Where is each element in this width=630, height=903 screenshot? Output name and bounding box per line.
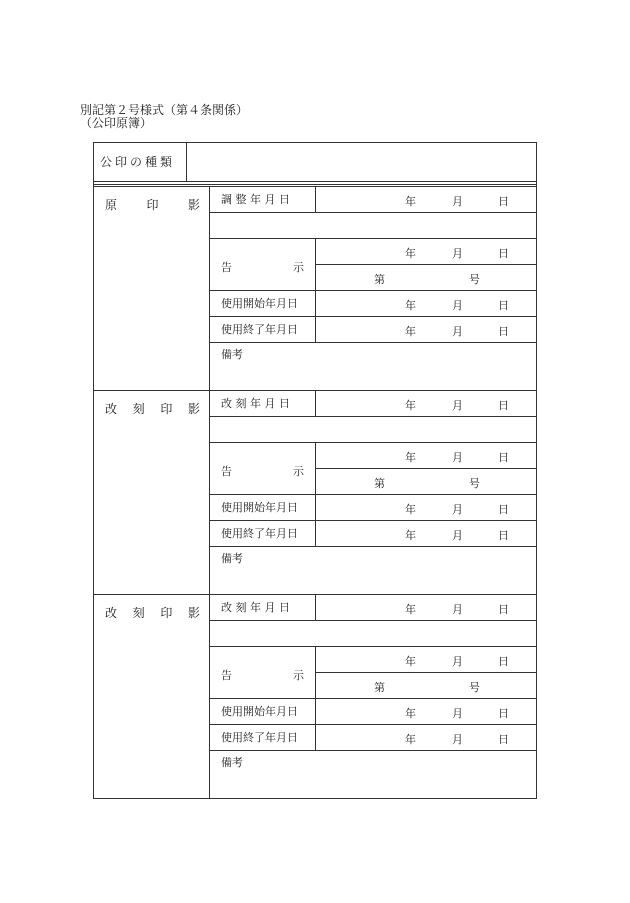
seal-impression-area[interactable] — [94, 391, 210, 594]
row-end-date — [210, 725, 536, 751]
notice-char-2: 示 — [293, 465, 304, 478]
notice-date-field[interactable] — [316, 239, 536, 265]
seal-block-title-char: 印 — [160, 402, 173, 416]
month-mark: 月 — [452, 707, 463, 720]
seal-kind-field[interactable] — [187, 143, 536, 181]
month-mark: 月 — [452, 733, 463, 746]
row-label: 改 刻 年 月 日 — [210, 391, 316, 416]
seal-impression-area[interactable] — [94, 187, 210, 390]
end-date-label: 使用終了年月日 — [210, 725, 316, 750]
remarks-label: 備考 — [221, 552, 243, 565]
year-mark: 年 — [405, 299, 416, 312]
blank — [210, 213, 316, 238]
month-mark: 月 — [452, 247, 463, 260]
end-date-label: 使用終了年月日 — [210, 521, 316, 546]
seal-block-title-char: 印 — [160, 606, 173, 620]
seal-kind-row — [93, 142, 537, 182]
day-mark: 日 — [498, 733, 509, 746]
seal-block-2 — [93, 391, 537, 595]
row-start-date — [210, 291, 536, 317]
month-mark: 月 — [452, 195, 463, 208]
day-mark: 日 — [498, 195, 509, 208]
seal-block-title-char: 刻 — [132, 402, 145, 416]
day-mark: 日 — [498, 451, 509, 464]
day-mark: 日 — [498, 655, 509, 668]
day-mark: 日 — [498, 603, 509, 616]
seal-block-title-char: 印 — [146, 198, 159, 212]
form-header — [80, 104, 248, 130]
year-mark: 年 — [405, 195, 416, 208]
row-label: 改 刻 年 月 日 — [210, 595, 316, 620]
day-mark: 日 — [498, 399, 509, 412]
date-field[interactable] — [316, 187, 536, 212]
year-mark: 年 — [405, 451, 416, 464]
seal-kind-label: 公印の種類 — [94, 143, 187, 181]
month-mark: 月 — [452, 451, 463, 464]
notice-char-1: 告 — [221, 669, 232, 682]
number-prefix: 第 — [374, 273, 385, 286]
row-spacer-date — [210, 213, 536, 239]
number-suffix: 号 — [469, 273, 480, 286]
day-mark: 日 — [498, 707, 509, 720]
end-date-field[interactable] — [316, 521, 536, 546]
month-mark: 月 — [452, 603, 463, 616]
year-mark: 年 — [405, 503, 416, 516]
row-date-primary — [210, 595, 536, 621]
end-date-field[interactable] — [316, 317, 536, 342]
row-spacer-date — [210, 621, 536, 647]
seal-block-title-char: 改 — [105, 606, 118, 620]
seal-block-title-char: 影 — [187, 402, 200, 416]
row-label: 調 整 年 月 日 — [210, 187, 316, 212]
notice-number-field[interactable] — [316, 469, 536, 495]
seal-block-title-char: 影 — [187, 606, 200, 620]
row-date-primary — [210, 187, 536, 213]
blank — [210, 621, 316, 646]
day-mark: 日 — [498, 247, 509, 260]
seal-block-3 — [93, 595, 537, 799]
day-mark: 日 — [498, 503, 509, 516]
year-mark: 年 — [405, 603, 416, 616]
seal-block-title-char: 改 — [105, 402, 118, 416]
seal-block-title — [105, 400, 200, 417]
seal-block-1 — [93, 187, 537, 391]
form-subtitle: （公印原簿） — [80, 116, 153, 130]
start-date-label: 使用開始年月日 — [210, 291, 316, 316]
number-prefix: 第 — [374, 681, 385, 694]
remarks-field[interactable] — [210, 547, 536, 594]
notice-date-field[interactable] — [316, 443, 536, 469]
notice-char-2: 示 — [293, 261, 304, 274]
seal-block-title — [105, 604, 200, 621]
month-mark: 月 — [452, 399, 463, 412]
day-mark: 日 — [498, 529, 509, 542]
notice-label — [210, 443, 316, 495]
seal-impression-area[interactable] — [94, 595, 210, 798]
end-date-label: 使用終了年月日 — [210, 317, 316, 342]
row-start-date — [210, 495, 536, 521]
notice-label — [210, 239, 316, 291]
notice-number-field[interactable] — [316, 265, 536, 291]
start-date-field[interactable] — [316, 291, 536, 316]
row-date-primary — [210, 391, 536, 417]
month-mark: 月 — [452, 503, 463, 516]
notice-date-field[interactable] — [316, 647, 536, 673]
date-field[interactable] — [316, 595, 536, 620]
start-date-field[interactable] — [316, 495, 536, 520]
row-start-date — [210, 699, 536, 725]
number-suffix: 号 — [469, 477, 480, 490]
date-field[interactable] — [316, 391, 536, 416]
notice-char-2: 示 — [293, 669, 304, 682]
notice-number-field[interactable] — [316, 673, 536, 699]
start-date-label: 使用開始年月日 — [210, 699, 316, 724]
remarks-label: 備考 — [221, 348, 243, 361]
seal-block-title-char: 影 — [187, 198, 200, 212]
month-mark: 月 — [452, 299, 463, 312]
seal-block-title — [105, 196, 200, 213]
end-date-field[interactable] — [316, 725, 536, 750]
blank — [210, 417, 316, 442]
month-mark: 月 — [452, 529, 463, 542]
year-mark: 年 — [405, 529, 416, 542]
day-mark: 日 — [498, 325, 509, 338]
seal-blocks — [93, 187, 537, 799]
year-mark: 年 — [405, 707, 416, 720]
seal-block-title-char: 原 — [105, 198, 118, 212]
year-mark: 年 — [405, 399, 416, 412]
month-mark: 月 — [452, 325, 463, 338]
row-end-date — [210, 521, 536, 547]
seal-register-table — [93, 142, 537, 799]
notice-label — [210, 647, 316, 699]
number-suffix: 号 — [469, 681, 480, 694]
year-mark: 年 — [405, 655, 416, 668]
year-mark: 年 — [405, 247, 416, 260]
remarks-label: 備考 — [221, 756, 243, 769]
notice-char-1: 告 — [221, 465, 232, 478]
notice-char-1: 告 — [221, 261, 232, 274]
seal-block-title-char: 刻 — [132, 606, 145, 620]
row-end-date — [210, 317, 536, 343]
year-mark: 年 — [405, 325, 416, 338]
year-mark: 年 — [405, 733, 416, 746]
form-title: 別記第２号様式（第４条関係） — [80, 103, 249, 117]
remarks-field[interactable] — [210, 343, 536, 390]
number-prefix: 第 — [374, 477, 385, 490]
remarks-field[interactable] — [210, 751, 536, 798]
day-mark: 日 — [498, 299, 509, 312]
start-date-field[interactable] — [316, 699, 536, 724]
month-mark: 月 — [452, 655, 463, 668]
row-spacer-date — [210, 417, 536, 443]
start-date-label: 使用開始年月日 — [210, 495, 316, 520]
